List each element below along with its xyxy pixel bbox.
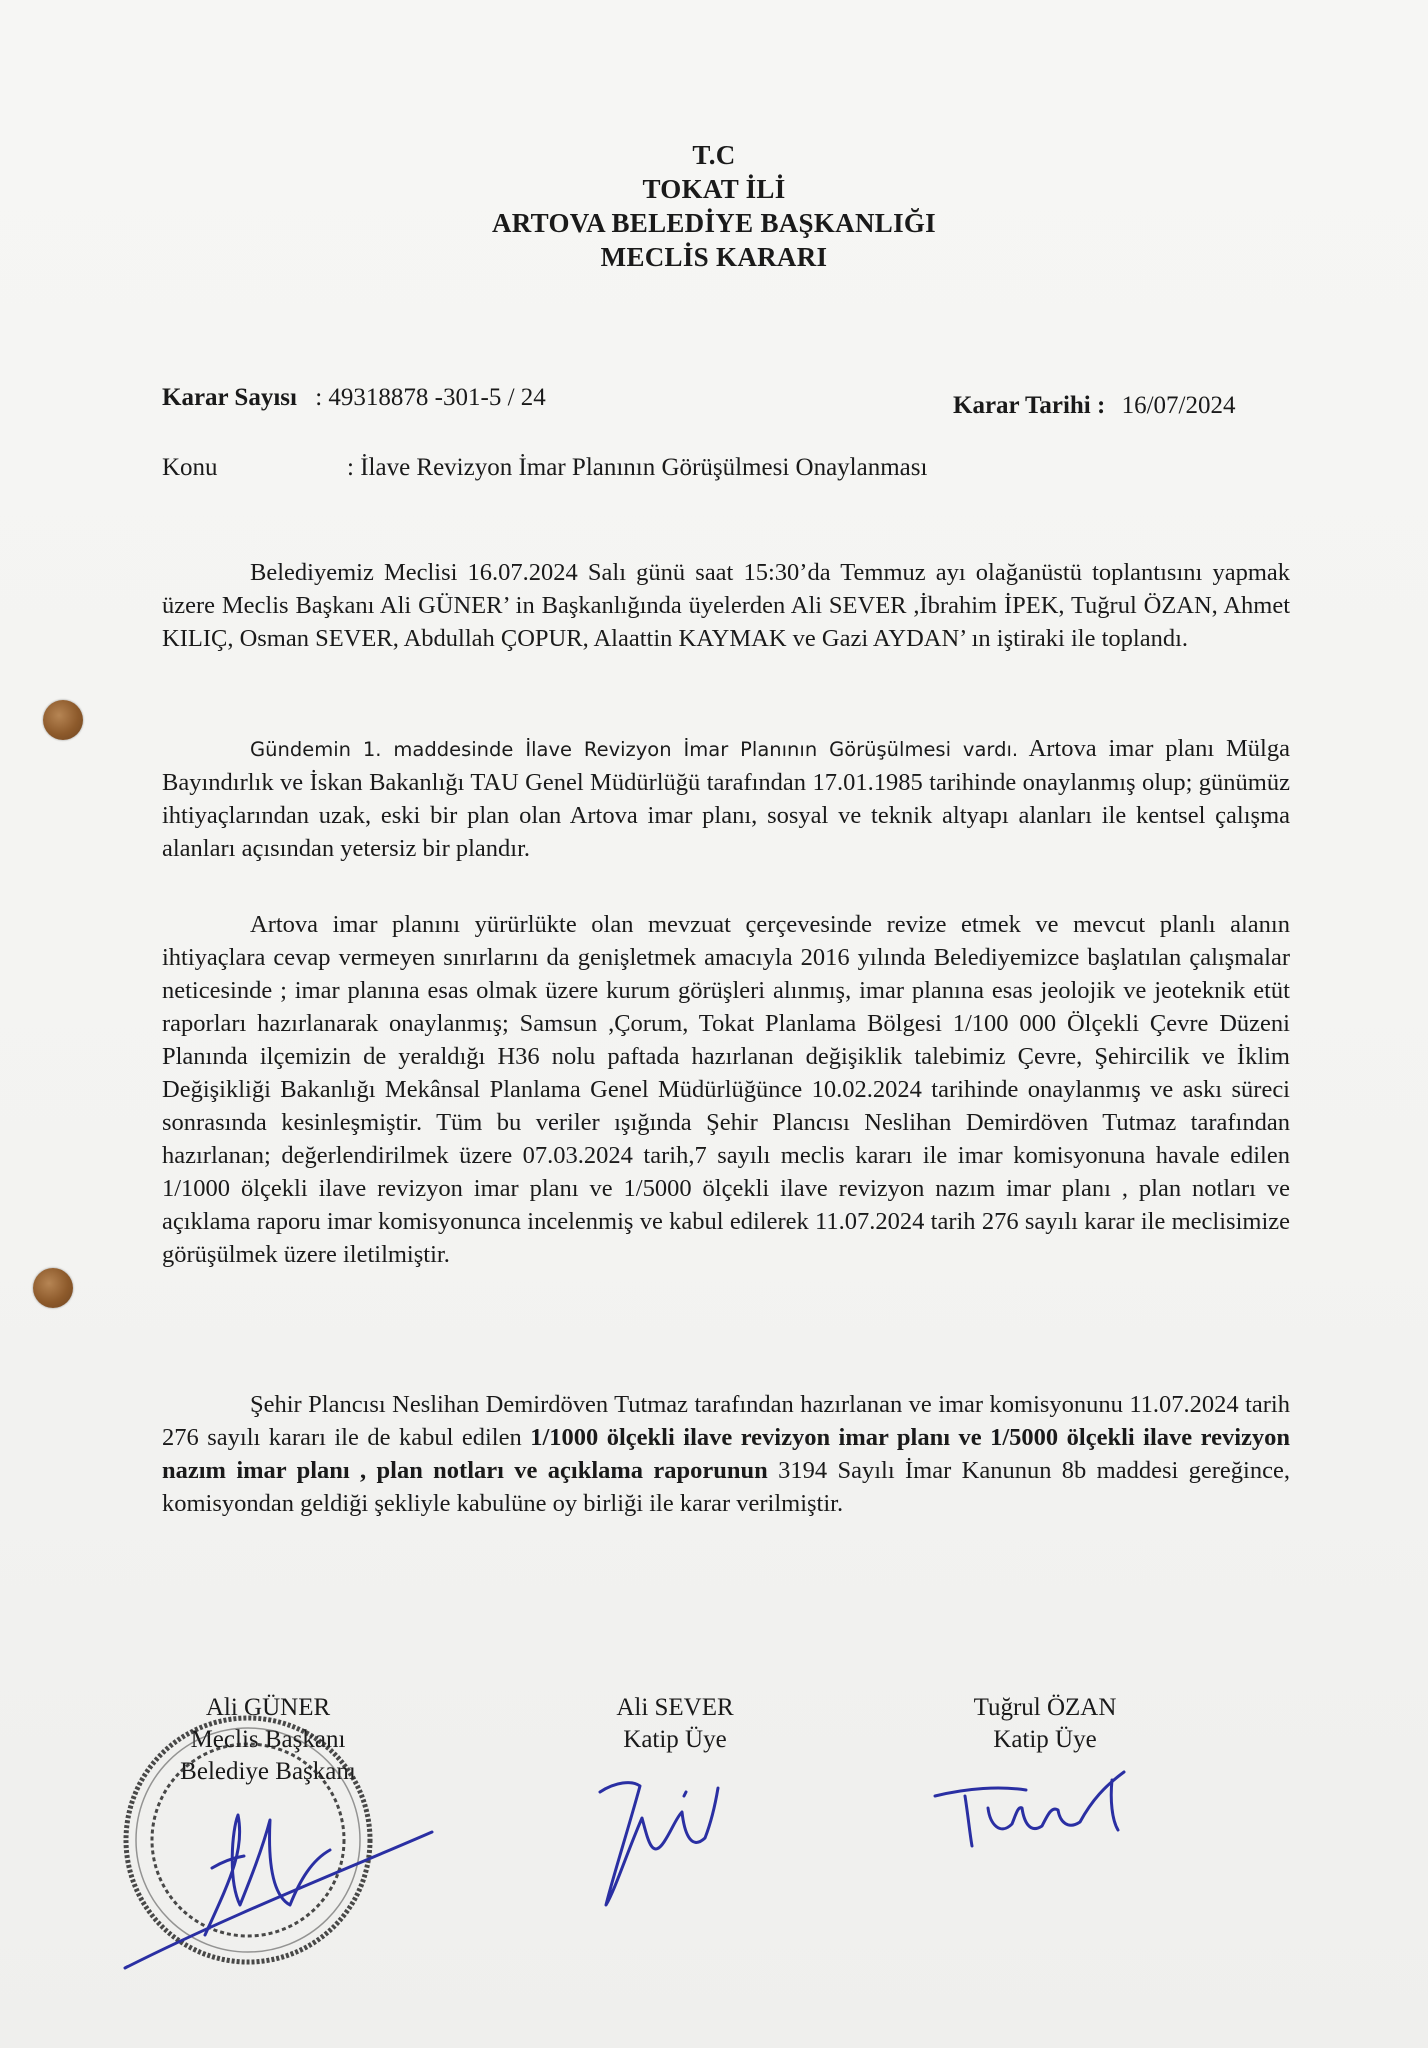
punch-hole	[43, 700, 83, 740]
header-line-title: MECLİS KARARI	[600, 242, 828, 272]
signature-block-clerk-1	[575, 1692, 775, 1756]
decision-text-outro: 3194 Sayılı İmar Kanunun 8b maddesi gereğince, komisyondan geldiği şekliyle kabulüne oy birliği ile karar verilmiştir.	[162, 1457, 1290, 1517]
punch-hole	[33, 1268, 73, 1308]
signatory-name: Ali SEVER	[616, 1694, 734, 1721]
signatory-title: Katip Üye	[623, 1726, 727, 1753]
signatory-name: Tuğrul ÖZAN	[973, 1694, 1117, 1721]
header-line-municipality: ARTOVA BELEDİYE BAŞKANLIĞI	[492, 208, 936, 238]
document-header	[0, 138, 1428, 274]
subject-label: Konu	[162, 454, 218, 481]
signatory-name: Ali GÜNER	[205, 1694, 331, 1721]
subject-value: : İlave Revizyon İmar Planının Görüşülmesi Onaylanması	[347, 454, 928, 481]
header-line-tc: T.C	[692, 140, 736, 170]
header-line-province: TOKAT İLİ	[642, 174, 786, 204]
decision-date-value: 16/07/2024	[1121, 392, 1236, 419]
signature-block-clerk-2	[925, 1692, 1165, 1756]
signature-block-chairman	[148, 1692, 388, 1788]
paragraph-plan-history: Artova imar planını yürürlükte olan mevzuat çerçevesinde revize etmek ve mevcut planlı alanın ihtiyaçlara cevap vermeyen sınırlarını da genişletmek amacıyla 2016 yılında Belediyemizce başlatılan çalışmalar neticesinde ; imar planına esas olmak üzere kurum görüşleri alınmış, imar planına esas jeolojik ve jeoteknik etüt raporları hazırlanarak onaylanmış; Samsun ,Çorum, Tokat Planlama Bölgesi 1/100 000 Ölçekli Çevre Düzeni Planında ilçemizin de yeraldığı H36 nolu paftada hazırlanan değişiklik talebimiz Çevre, Şehircilik ve İklim Değişikliği Bakanlığı Mekânsal Planlama Genel Müdürlüğünce 10.02.2024 tarihinde onaylanmış ve askı süreci sonrasında kesinleşmiştir. Tüm bu veriler ışığında Şehir Plancısı Neslihan Demirdöven Tutmaz tarafından hazırlanan; değerlendirilmek üzere 07.03.2024 tarih,7 sayılı meclis kararı ile imar komisyonuna havale edilen 1/1000 ölçekli ilave revizyon imar planı ve 1/5000 ölçekli ilave revizyon nazım imar planı , plan notları ve açıklama raporu imar komisyonunca incelenmiş ve kabul edilerek 11.07.2024 tarih 276 sayılı karar ile meclisimize görüşülmek üzere iletilmiştir.	[162, 911, 1290, 1268]
decision-text-bold: 1/1000 ölçekli ilave revizyon imar planı ve 1/5000 ölçekli ilave revizyon nazım imar planı , plan notları ve açıklama raporunun	[162, 1424, 1291, 1484]
decision-date-row	[953, 390, 1236, 422]
paragraph-meeting: Belediyemiz Meclisi 16.07.2024 Salı günü saat 15:30’da Temmuz ayı olağanüstü toplantısını yapmak üzere Meclis Başkanı Ali GÜNER’ in Başkanlığında üyelerden Ali SEVER ,İbrahim İPEK, Tuğrul ÖZAN, Ahmet KILIÇ, Osman SEVER, Abdullah ÇOPUR, Alaattin KAYMAK ve Gazi AYDAN’ ın iştiraki ile toplandı.	[162, 559, 1290, 652]
paragraph-agenda	[162, 732, 1290, 865]
paragraph-decision	[162, 1388, 1290, 1520]
signatory-title: Meclis Başkanı	[190, 1726, 346, 1753]
decision-text-intro: Şehir Plancısı Neslihan Demirdöven Tutmaz tarafından hazırlanan ve imar komisyonunu 11.07.2024 tarih 276 sayılı kararı ile de kabul edilen	[162, 1391, 1290, 1451]
signatory-title-secondary: Belediye Başkanı	[180, 1758, 356, 1785]
agenda-item-text: Gündemin 1. maddesinde İlave Revizyon İmar Planının Görüşülmesi vardı.	[250, 738, 1019, 761]
signatory-title: Katip Üye	[993, 1726, 1097, 1753]
decision-number-label: Karar Sayısı	[162, 384, 297, 411]
agenda-description-text: Artova imar planı Mülga Bayındırlık ve İskan Bakanlığı TAU Genel Müdürlüğü tarafından 17.01.1985 tarihinde onaylanmış olup; günümüz ihtiyaçlarından uzak, eski bir plan olan Artova imar planı, sosyal ve teknik altyapı alanları ile kentsel çalışma alanları açısından yetersiz bir plandır.	[162, 735, 1290, 862]
decision-number-value: : 49318878 -301-5 / 24	[315, 384, 546, 411]
decision-date-label: Karar Tarihi :	[953, 392, 1106, 419]
